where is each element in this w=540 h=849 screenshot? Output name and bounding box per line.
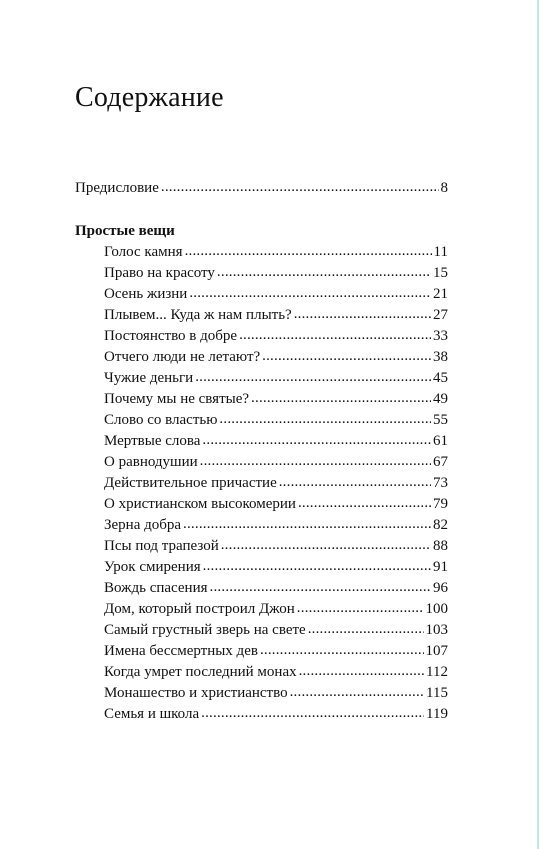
toc-entry-label: Вождь спасения	[104, 580, 208, 596]
toc-entry-page-number: 38	[433, 349, 448, 365]
toc-entry-page-number: 88	[433, 538, 448, 554]
dot-leader	[183, 514, 431, 535]
toc-entry-page-number: 45	[433, 370, 448, 386]
toc-entry-label: Зерна добра	[104, 517, 182, 533]
toc-entry[interactable]	[104, 431, 448, 452]
dot-leader	[201, 703, 424, 724]
toc-entry[interactable]	[104, 662, 448, 683]
toc-entry-label: Право на красоту	[104, 265, 215, 281]
table-of-contents	[75, 178, 448, 725]
dot-leader	[210, 577, 431, 598]
dot-leader	[217, 262, 431, 283]
toc-entry[interactable]	[104, 557, 448, 578]
toc-entry-page-number: 73	[433, 475, 448, 491]
toc-entry-label: Дом, который построил Джон	[104, 601, 295, 617]
toc-entry-label: Постоянство в добре	[104, 328, 238, 344]
page-edge-line	[537, 0, 539, 849]
toc-entry[interactable]	[104, 473, 448, 494]
toc-entry-label: Самый грустный зверь на свете	[104, 622, 306, 638]
toc-entry-preface[interactable]	[75, 178, 448, 199]
toc-entry-label: Урок смирения	[104, 559, 201, 575]
toc-entry-page-number: 11	[433, 244, 448, 260]
toc-entry-label: Мертвые слова	[104, 433, 201, 449]
dot-leader	[260, 640, 424, 661]
toc-entry-page-number: 49	[433, 391, 448, 407]
toc-entry-page-number: 103	[425, 622, 448, 638]
toc-entry[interactable]	[104, 284, 448, 305]
toc-entry[interactable]	[104, 578, 448, 599]
toc-entry[interactable]	[104, 389, 448, 410]
dot-leader	[202, 430, 431, 451]
toc-entry-label: Действительное причастие	[104, 475, 277, 491]
toc-entry-page-number: 79	[433, 496, 448, 512]
toc-entry-label: Имена бессмертных дев	[104, 643, 258, 659]
toc-entry-page-number: 8	[440, 180, 448, 196]
toc-entry-page-number: 91	[433, 559, 448, 575]
dot-leader	[239, 325, 431, 346]
toc-entry-label: Когда умрет последний монах	[104, 664, 297, 680]
toc-entry-label: О равнодушии	[104, 454, 198, 470]
toc-entry[interactable]	[104, 368, 448, 389]
toc-entry-page-number: 107	[425, 643, 448, 659]
toc-entry[interactable]	[104, 305, 448, 326]
toc-entry-label: Монашество и христианство	[104, 685, 288, 701]
toc-entry-page-number: 96	[433, 580, 448, 596]
toc-entry-label: Семья и школа	[104, 706, 200, 722]
dot-leader	[219, 409, 431, 430]
toc-entry-page-number: 119	[426, 706, 448, 722]
toc-entry[interactable]	[104, 620, 448, 641]
dot-leader	[299, 661, 424, 682]
toc-entry[interactable]	[104, 515, 448, 536]
toc-entry-page-number: 67	[433, 454, 448, 470]
toc-entry-page-number: 61	[433, 433, 448, 449]
toc-entry-page-number: 15	[433, 265, 448, 281]
dot-leader	[290, 682, 424, 703]
toc-entry[interactable]	[104, 704, 448, 725]
dot-leader	[200, 451, 431, 472]
toc-entry-page-number: 82	[433, 517, 448, 533]
toc-entry[interactable]	[104, 347, 448, 368]
toc-entry-label: Чужие деньги	[104, 370, 194, 386]
dot-leader	[161, 177, 439, 198]
toc-entry-page-number: 33	[433, 328, 448, 344]
toc-entry[interactable]	[104, 242, 448, 263]
toc-entry[interactable]	[104, 641, 448, 662]
toc-entry[interactable]	[104, 263, 448, 284]
dot-leader	[279, 472, 431, 493]
section-heading: Простые вещи	[75, 223, 175, 239]
toc-entry-label: Голос камня	[104, 244, 183, 260]
toc-entry[interactable]	[104, 410, 448, 431]
dot-leader	[195, 367, 431, 388]
dot-leader	[298, 493, 431, 514]
toc-entry-page-number: 100	[425, 601, 448, 617]
toc-entry[interactable]	[104, 326, 448, 347]
toc-entry-page-number: 27	[433, 307, 448, 323]
toc-entry-label: Отчего люди не летают?	[104, 349, 261, 365]
dot-leader	[251, 388, 431, 409]
dot-leader	[297, 598, 424, 619]
toc-entry[interactable]	[104, 536, 448, 557]
toc-entry-page-number: 115	[426, 685, 448, 701]
toc-entry[interactable]	[104, 452, 448, 473]
toc-entry-label: Осень жизни	[104, 286, 188, 302]
dot-leader	[203, 556, 431, 577]
dot-leader	[221, 535, 431, 556]
toc-entry-page-number: 55	[433, 412, 448, 428]
toc-entry-label: Почему мы не святые?	[104, 391, 250, 407]
toc-entry-page-number: 21	[433, 286, 448, 302]
dot-leader	[262, 346, 431, 367]
section-entries	[104, 242, 448, 725]
toc-entry[interactable]	[104, 494, 448, 515]
toc-entry[interactable]	[104, 599, 448, 620]
toc-entry-label: Плывем... Куда ж нам плыть?	[104, 307, 292, 323]
page-title: Содержание	[75, 82, 224, 113]
toc-entry-page-number: 112	[426, 664, 448, 680]
toc-entry-label: Слово со властью	[104, 412, 218, 428]
toc-entry-label: О христианском высокомерии	[104, 496, 296, 512]
toc-entry-label: Предисловие	[75, 180, 159, 196]
dot-leader	[189, 283, 431, 304]
dot-leader	[308, 619, 424, 640]
toc-entry[interactable]	[104, 683, 448, 704]
dot-leader	[294, 304, 431, 325]
dot-leader	[185, 241, 432, 262]
toc-entry-label: Псы под трапезой	[104, 538, 219, 554]
